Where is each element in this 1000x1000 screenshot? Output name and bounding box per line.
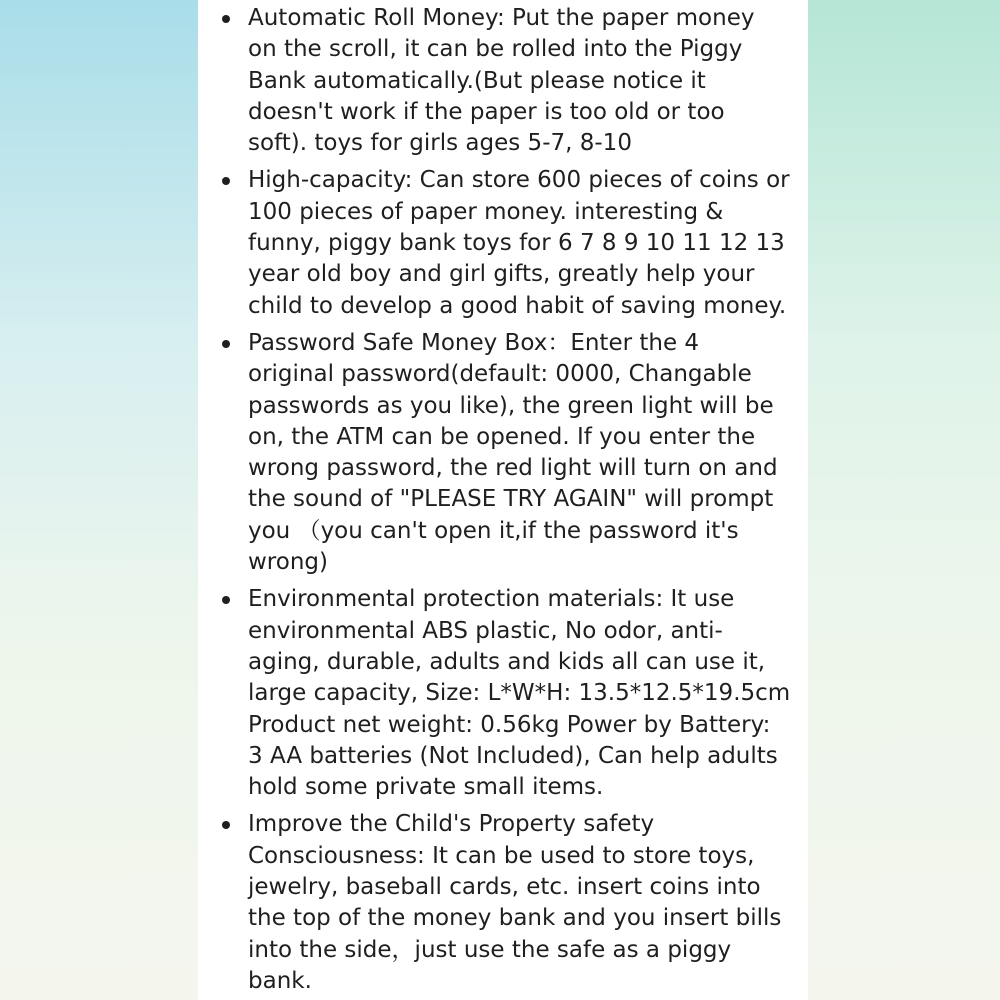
bullet-dot-icon (222, 821, 230, 829)
feature-bullet-safety-consciousness (198, 809, 808, 997)
bullet-dot-icon (222, 596, 230, 604)
feature-text: Automatic Roll Money: Put the paper money on the scroll, it can be rolled into the Piggy Bank automatically.(But please notice it doesn't work if the paper is too old or too soft). toys for girls ages 5-7, 8-10 (248, 5, 755, 157)
feature-bullet-password-safe (198, 328, 808, 578)
bullet-dot-icon (222, 177, 230, 185)
product-description-card (198, 0, 808, 1000)
feature-bullet-high-capacity (198, 165, 808, 321)
bullet-dot-icon (222, 340, 230, 348)
feature-bullet-auto-roll (198, 3, 808, 159)
feature-text: Environmental protection materials: It use environmental ABS plastic, No odor, anti- aging, durable, adults and kids all can use it, large capacity, Size: L*W*H: 13.5*12.5*19.5cm Product net weight: 0.56kg Power by Battery: 3 AA batteries (Not Included), Can help adults hold some private small items. (248, 586, 791, 801)
feature-bullet-list (198, 3, 808, 1000)
left-background-panel (0, 0, 198, 1000)
feature-bullet-materials (198, 584, 808, 803)
feature-text: Improve the Child's Property safety Consciousness: It can be used to store toys, jewelry, baseball cards, etc. insert coins into the top of the money bank and you insert bills into the side，just use the safe as a piggy bank. (248, 811, 782, 994)
feature-text: High-capacity: Can store 600 pieces of coins or 100 pieces of paper money. interesting & funny, piggy bank toys for 6 7 8 9 10 11 12 13 year old boy and girl gifts, greatly help your child to develop a good habit of saving money. (248, 167, 790, 319)
right-background-panel (808, 0, 1000, 1000)
feature-text: Password Safe Money Box：Enter the 4 original password(default: 0000, Changable passwords as you like), the green light will be on, the ATM can be opened. If you enter the wrong password, the red light will turn on and the sound of "PLEASE TRY AGAIN" will prompt you （you can't open it,if the password it's wrong) (248, 329, 778, 576)
bullet-dot-icon (222, 15, 230, 23)
